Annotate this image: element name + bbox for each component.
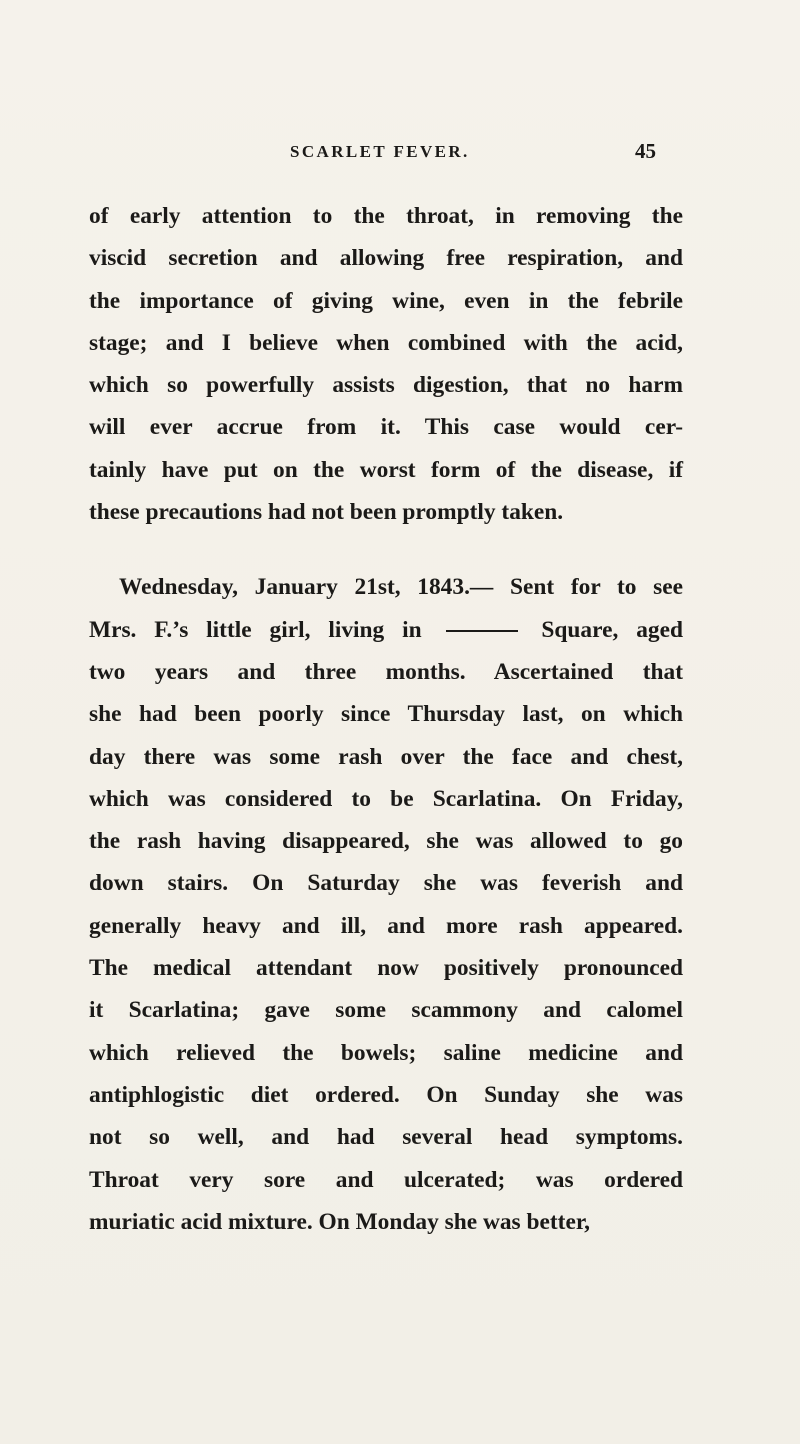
text-line: viscid secretion and allowing free respiration, and (89, 245, 683, 272)
text-line: these precautions had not been promptly taken. (89, 499, 564, 526)
text-line: it Scarlatina; gave some scammony and calomel (89, 997, 683, 1024)
text-fragment: Square, aged (541, 616, 683, 643)
text-line-with-dash (89, 609, 683, 651)
text-line: muriatic acid mixture. On Monday she was better, (89, 1208, 590, 1235)
omission-dash (446, 630, 518, 632)
text-line: two years and three months. Ascertained that (89, 658, 683, 685)
text-line: The medical attendant now positively pronounced (89, 955, 683, 982)
text-line: generally heavy and ill, and more rash appeared. (89, 912, 683, 939)
body-text (89, 195, 683, 1243)
paragraph-1 (89, 195, 683, 533)
text-line: Wednesday, January 21st, 1843.— Sent for to see (119, 574, 683, 601)
text-fragment: Mrs. F.’s little girl, living in (89, 616, 422, 643)
text-line: antiphlogistic diet ordered. On Sunday she was (89, 1081, 683, 1108)
running-title: SCARLET FEVER. (290, 142, 470, 161)
paragraph-break (89, 533, 683, 566)
running-head (0, 139, 800, 172)
text-line: she had been poorly since Thursday last, on which (89, 701, 683, 728)
text-line: tainly have put on the worst form of the disease, if (89, 456, 683, 483)
paragraph-2 (89, 566, 683, 1243)
text-line: stage; and I believe when combined with the acid, (89, 329, 683, 356)
text-line: which was considered to be Scarlatina. On Friday, (89, 785, 683, 812)
text-line: which relieved the bowels; saline medicine and (89, 1039, 683, 1066)
text-line: which so powerfully assists digestion, that no harm (89, 372, 683, 399)
text-line: not so well, and had several head symptoms. (89, 1124, 683, 1151)
text-line: the importance of giving wine, even in the febrile (89, 287, 683, 314)
text-line: the rash having disappeared, she was allowed to go (89, 828, 683, 855)
text-line: down stairs. On Saturday she was feverish and (89, 870, 683, 897)
page-number: 45 (635, 139, 656, 163)
text-line: of early attention to the throat, in removing the (89, 203, 683, 229)
text-line: Throat very sore and ulcerated; was ordered (89, 1166, 683, 1193)
text-line: will ever accrue from it. This case would cer- (89, 414, 683, 441)
text-line: day there was some rash over the face and chest, (89, 743, 683, 770)
